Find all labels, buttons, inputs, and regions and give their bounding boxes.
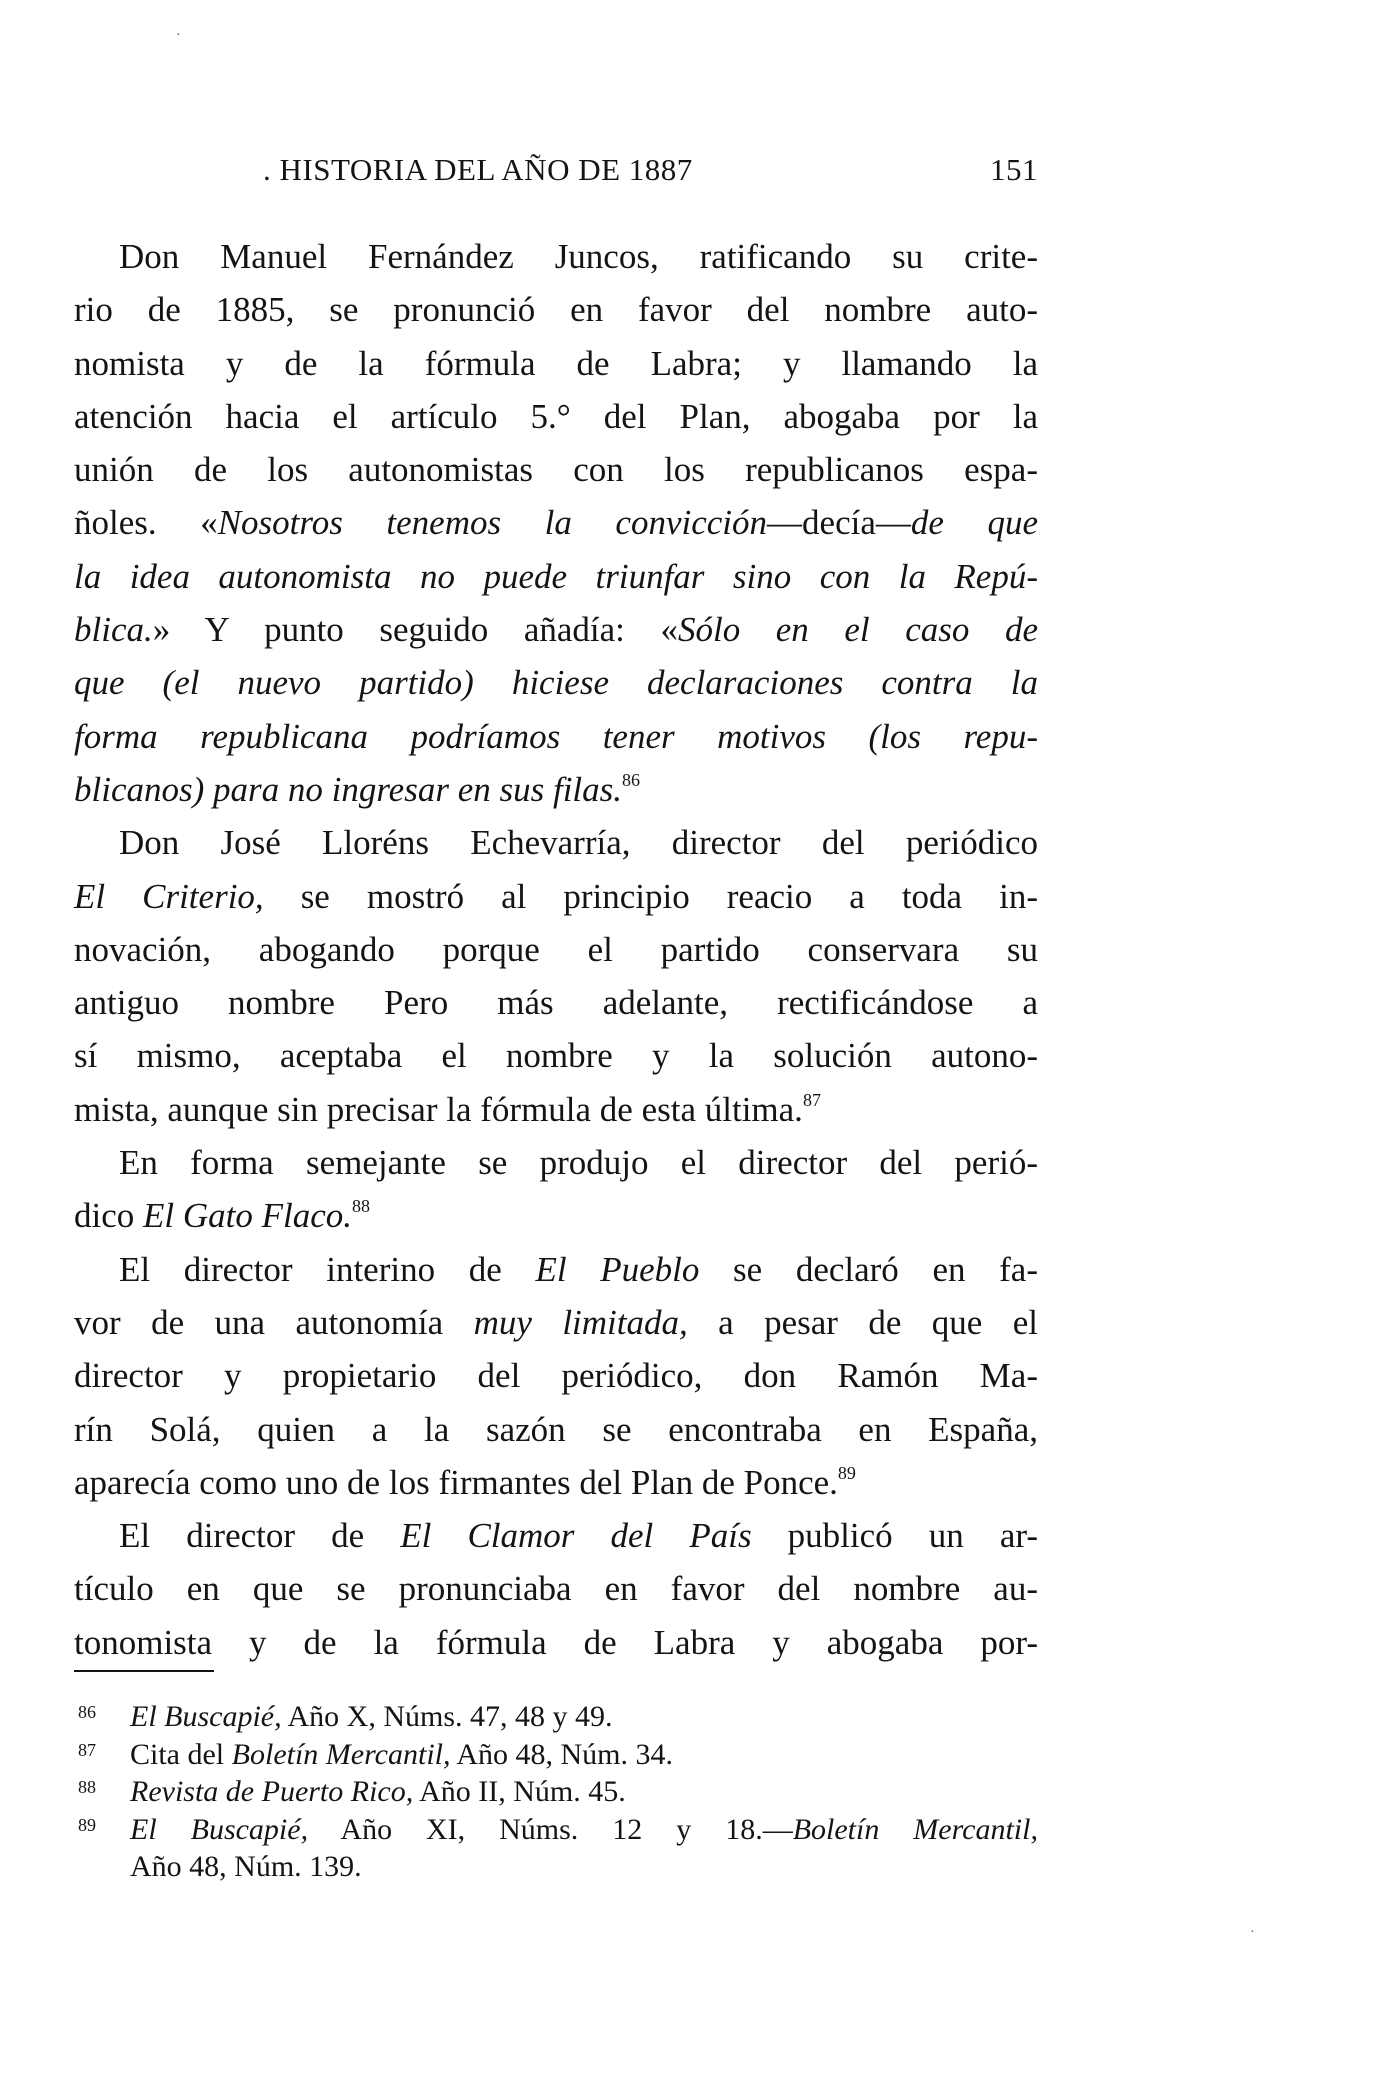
quote-italic: forma republicana podríamos tener motivos (los repu- [74, 716, 1038, 756]
text-line: unión de los autonomistas con los republicanos espa- [74, 450, 1038, 490]
page-number: 151 [990, 152, 1038, 187]
text-run: mista, aunque sin precisar la fórmula de esta última. [74, 1089, 803, 1129]
text-line: tículo en que se pronunciaba en favor del nombre au- [74, 1569, 1038, 1609]
text-run: publicó un ar- [751, 1516, 1038, 1556]
newspaper-title: El Criterio, [74, 876, 264, 916]
text-line [74, 870, 1038, 923]
text-run: vor de una autonomía [74, 1302, 474, 1342]
footnote-rule [74, 1670, 214, 1672]
emphasis-italic: muy limitada, [473, 1302, 688, 1342]
scan-speck: · [1250, 1925, 1255, 1940]
footnotes [74, 1698, 1038, 1886]
footnote-mark: 87 [78, 1739, 96, 1760]
quote-italic: la idea autonomista no puede triunfar sino con la Repú- [74, 556, 1038, 596]
text-line [74, 710, 1038, 763]
text-run: » Y punto seguido añadía: « [152, 610, 678, 650]
footnote-mark: 89 [78, 1814, 96, 1835]
scan-speck: · [176, 28, 181, 43]
quote-italic: blica. [74, 610, 153, 650]
text-line [74, 1083, 1038, 1136]
text-run: —decía— [767, 503, 911, 543]
body-text [74, 230, 1038, 1669]
text-line [74, 496, 1038, 549]
text-line: atención hacia el artículo 5.° del Plan, abogaba por la [74, 396, 1038, 436]
citation-title: Boletín Mercantil, [792, 1812, 1038, 1846]
footnote-ref: 88 [352, 1196, 371, 1217]
quote-italic: Nosotros tenemos la convicción [217, 503, 768, 543]
newspaper-title: El Pueblo [535, 1249, 700, 1289]
footnote-line [130, 1811, 1038, 1849]
footnote [74, 1698, 1038, 1736]
quote-italic: blicanos) para no ingresar en sus filas. [74, 769, 623, 809]
quote-italic: Sólo en el caso de [677, 610, 1038, 650]
text-line: nomista y de la fórmula de Labra; y llamando la [74, 343, 1038, 383]
text-run: El director interino de [119, 1249, 536, 1289]
citation-details: Año XI, Núms. 12 y 18.— [308, 1812, 793, 1846]
text-line [74, 656, 1038, 709]
text-line: rio de 1885, se pronunció en favor del nombre auto- [74, 290, 1038, 330]
text-run: a pesar de que el [687, 1302, 1039, 1342]
text-run: dico [74, 1196, 144, 1236]
text-line [74, 603, 1038, 656]
text-line: Don Manuel Fernández Juncos, ratificando su crite- [119, 237, 1038, 276]
footnote-ref: 89 [837, 1462, 856, 1483]
text-line: rín Solá, quien a la sazón se encontraba en España, [74, 1409, 1038, 1449]
quote-italic: de que [910, 503, 1038, 543]
text-line: Don José Lloréns Echevarría, director del periódico [119, 823, 1038, 863]
citation-details: Año 48, Núm. 34. [450, 1737, 674, 1771]
text-run: aparecía como uno de los firmantes del Plan de Ponce. [74, 1462, 838, 1502]
text-line [74, 1509, 1038, 1562]
footnote-mark: 88 [78, 1777, 96, 1797]
footnote-continuation: Año 48, Núm. 139. [130, 1850, 362, 1883]
text-run: se declaró en fa- [699, 1249, 1038, 1289]
text-line: antiguo nombre Pero más adelante, rectificándose a [74, 983, 1038, 1023]
footnote [74, 1736, 1038, 1774]
quote-italic: que (el nuevo partido) hiciese declaraciones contra la [74, 663, 1038, 703]
footnote [74, 1811, 1038, 1886]
text-line [74, 763, 1038, 816]
citation-details: Año X, Núms. 47, 48 y 49. [281, 1700, 613, 1733]
text-line: tonomista y de la fórmula de Labra y abogaba por- [74, 1622, 1038, 1662]
citation-title: Revista de Puerto Rico, [130, 1775, 414, 1808]
text-line: director y propietario del periódico, don Ramón Ma- [74, 1356, 1038, 1396]
text-run: se mostró al principio reacio a toda in- [263, 876, 1038, 916]
citation-prefix: Cita del [130, 1737, 232, 1771]
footnote-mark: 86 [78, 1702, 96, 1722]
text-line [74, 550, 1038, 603]
newspaper-title: El Gato Flaco. [143, 1196, 353, 1236]
text-run: ñoles. « [74, 503, 218, 543]
text-line: En forma semejante se produjo el director del perió- [119, 1143, 1038, 1183]
text-line [74, 1296, 1038, 1349]
footnote-ref: 86 [622, 769, 641, 790]
citation-title: Boletín Mercantil, [231, 1737, 451, 1771]
citation-details: Año II, Núm. 45. [413, 1775, 626, 1808]
citation-title: El Buscapié, [130, 1700, 282, 1733]
text-line [74, 1189, 1038, 1242]
text-line: sí mismo, aceptaba el nombre y la solución autono- [74, 1036, 1038, 1076]
text-line [74, 1456, 1038, 1509]
citation-title: El Buscapié, [130, 1812, 309, 1846]
footnote [74, 1773, 1038, 1811]
newspaper-title: El Clamor del País [400, 1516, 752, 1556]
text-run: El director de [119, 1516, 401, 1556]
text-line: novación, abogando porque el partido conservara su [74, 929, 1038, 969]
text-line [74, 1243, 1038, 1296]
running-head-title: . HISTORIA DEL AÑO DE 1887 [263, 152, 693, 187]
footnote-ref: 87 [802, 1089, 821, 1110]
